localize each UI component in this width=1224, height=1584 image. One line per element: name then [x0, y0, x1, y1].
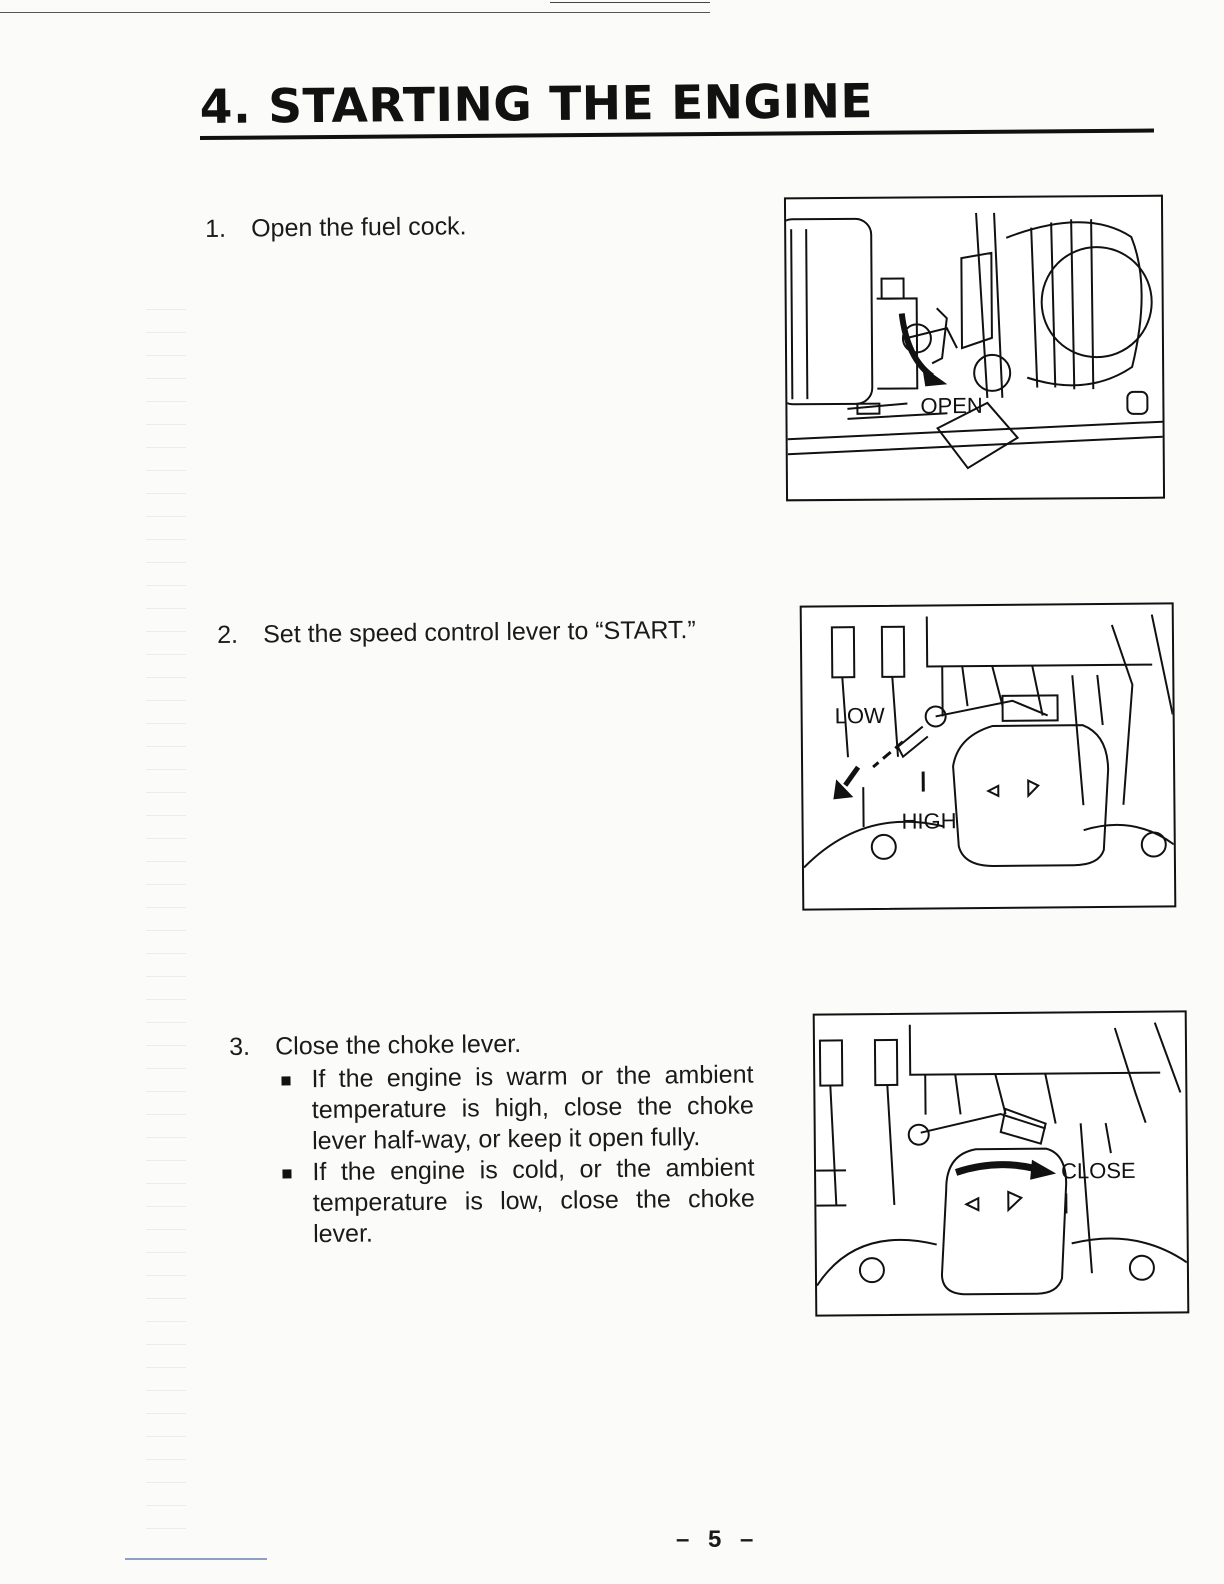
step-text: Close the choke lever.: [275, 1029, 522, 1061]
step-number: 3.: [229, 1032, 251, 1061]
step-3: [229, 1027, 755, 1251]
page-number: – 5 –: [676, 1526, 760, 1553]
list-item: If the engine is warm or the ambient temperature is high, close the choke lever half-way, or keep it open fully.: [275, 1060, 754, 1158]
bullet-square-icon: [281, 1076, 290, 1085]
list-item: If the engine is cold, or the ambient temperature is low, close the choke lever.: [276, 1153, 755, 1251]
figure-label-close: CLOSE: [1060, 1157, 1136, 1184]
section-title: 4. STARTING THE ENGINE: [199, 74, 874, 135]
scan-margin-noise: [146, 300, 186, 1540]
step-2: [217, 615, 696, 651]
step-number: 2.: [217, 620, 239, 649]
figure-label-low: LOW: [834, 702, 885, 729]
open-arrow-icon: [922, 366, 947, 386]
figure-label-high: HIGH: [901, 808, 957, 834]
choke-lever-drawing: [815, 1012, 1188, 1314]
speed-lever-drawing: [802, 604, 1175, 908]
step-3-notes: [275, 1060, 755, 1251]
bullet-square-icon: [282, 1169, 291, 1178]
scan-edge-line: [550, 2, 710, 3]
step-1: [205, 211, 467, 245]
scan-edge-line: [0, 12, 710, 13]
close-arrow-icon: [1030, 1160, 1056, 1180]
step-text: Set the speed control lever to “START.”: [263, 615, 696, 649]
fuel-cock-drawing: [786, 197, 1163, 500]
figure-label-open: OPEN: [920, 392, 983, 419]
step-text: Open the fuel cock.: [251, 212, 467, 243]
speed-control-illustration: [800, 602, 1177, 910]
step-number: 1.: [205, 214, 227, 243]
fuel-cock-illustration: [784, 195, 1165, 502]
choke-lever-illustration: [813, 1010, 1190, 1316]
scan-edge-line: [125, 1558, 267, 1560]
